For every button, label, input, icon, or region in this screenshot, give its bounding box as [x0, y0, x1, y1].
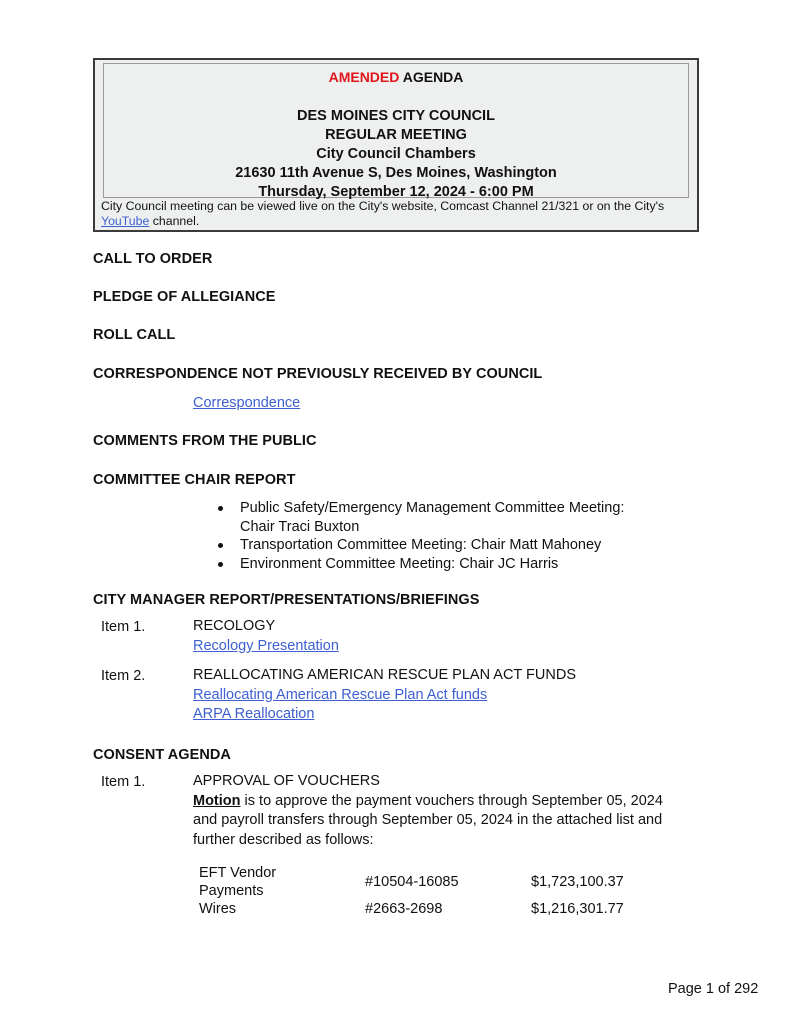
voucher-amount: $1,723,100.37	[531, 874, 624, 890]
vouchers-table	[199, 864, 661, 918]
list-item-text: Transportation Committee Meeting: Chair Matt Mahoney	[240, 537, 602, 553]
meeting-location: City Council Chambers	[316, 146, 476, 162]
table-row	[199, 864, 661, 900]
item-number: Item 2.	[101, 668, 146, 684]
agenda-title	[104, 69, 688, 86]
item-title: REALLOCATING AMERICAN RESCUE PLAN ACT FUNDS	[193, 667, 576, 683]
motion-text	[193, 792, 688, 851]
section-pledge: PLEDGE OF ALLEGIANCE	[93, 289, 276, 305]
voucher-type: EFT Vendor Payments	[199, 865, 277, 899]
item-number: Item 1.	[101, 619, 146, 635]
list-item	[218, 536, 658, 555]
meeting-type: REGULAR MEETING	[325, 127, 467, 143]
voucher-range: #10504-16085	[365, 874, 459, 890]
section-correspondence: CORRESPONDENCE NOT PREVIOUSLY RECEIVED BY COUNCIL	[93, 366, 543, 382]
arpa-reallocation-link[interactable]: ARPA Reallocation	[193, 706, 315, 722]
committee-list	[218, 499, 658, 573]
item-title: RECOLOGY	[193, 618, 276, 634]
correspondence-link[interactable]: Correspondence	[193, 395, 301, 411]
voucher-amount: $1,216,301.77	[531, 901, 624, 917]
agenda-item-arpa	[193, 666, 576, 725]
list-item-text: Environment Committee Meeting: Chair JC Harris	[240, 555, 559, 572]
meeting-address: 21630 11th Avenue S, Des Moines, Washington	[235, 165, 557, 181]
page-number: Page 1 of 292	[668, 981, 759, 997]
motion-label: Motion	[193, 792, 241, 809]
viewing-note-suffix: channel.	[149, 214, 200, 228]
table-row	[199, 900, 661, 918]
list-item	[218, 555, 658, 574]
amended-label: AMENDED	[328, 69, 400, 85]
motion-body: is to approve the payment vouchers through September 05, 2024 and payroll transfers through September 05, 2024 in the attached list and further described as follows:	[193, 792, 663, 848]
agenda-header-box	[93, 58, 699, 232]
voucher-range: #2663-2698	[365, 901, 443, 917]
section-consent-agenda: CONSENT AGENDA	[93, 747, 231, 763]
viewing-note-text: City Council meeting can be viewed live on the City's website, Comcast Channel 21/321 or on the City's	[101, 199, 665, 213]
section-city-manager: CITY MANAGER REPORT/PRESENTATIONS/BRIEFINGS	[93, 592, 480, 608]
meeting-datetime: Thursday, September 12, 2024 - 6:00 PM	[258, 184, 534, 200]
agenda-label: AGENDA	[399, 69, 464, 85]
agenda-title-block	[103, 63, 689, 198]
list-item	[218, 499, 658, 536]
voucher-type: Wires	[199, 901, 237, 917]
bullet-icon	[218, 506, 223, 511]
viewing-note	[101, 199, 691, 229]
list-item-text: Public Safety/Emergency Management Committee Meeting: Chair Traci Buxton	[240, 500, 625, 535]
agenda-item-recology	[193, 617, 339, 656]
section-roll-call: ROLL CALL	[93, 327, 176, 343]
section-committee-report: COMMITTEE CHAIR REPORT	[93, 472, 296, 488]
youtube-link[interactable]: YouTube	[101, 214, 150, 228]
arpa-funds-link[interactable]: Reallocating American Rescue Plan Act funds	[193, 686, 488, 703]
section-comments: COMMENTS FROM THE PUBLIC	[93, 433, 317, 449]
recology-presentation-link[interactable]: Recology Presentation	[193, 637, 339, 654]
bullet-icon	[218, 543, 223, 548]
item-title: APPROVAL OF VOUCHERS	[193, 773, 380, 789]
bullet-icon	[218, 562, 223, 567]
agenda-item-vouchers	[193, 772, 688, 850]
section-call-to-order: CALL TO ORDER	[93, 251, 213, 267]
item-number: Item 1.	[101, 774, 146, 790]
council-name: DES MOINES CITY COUNCIL	[297, 108, 495, 124]
